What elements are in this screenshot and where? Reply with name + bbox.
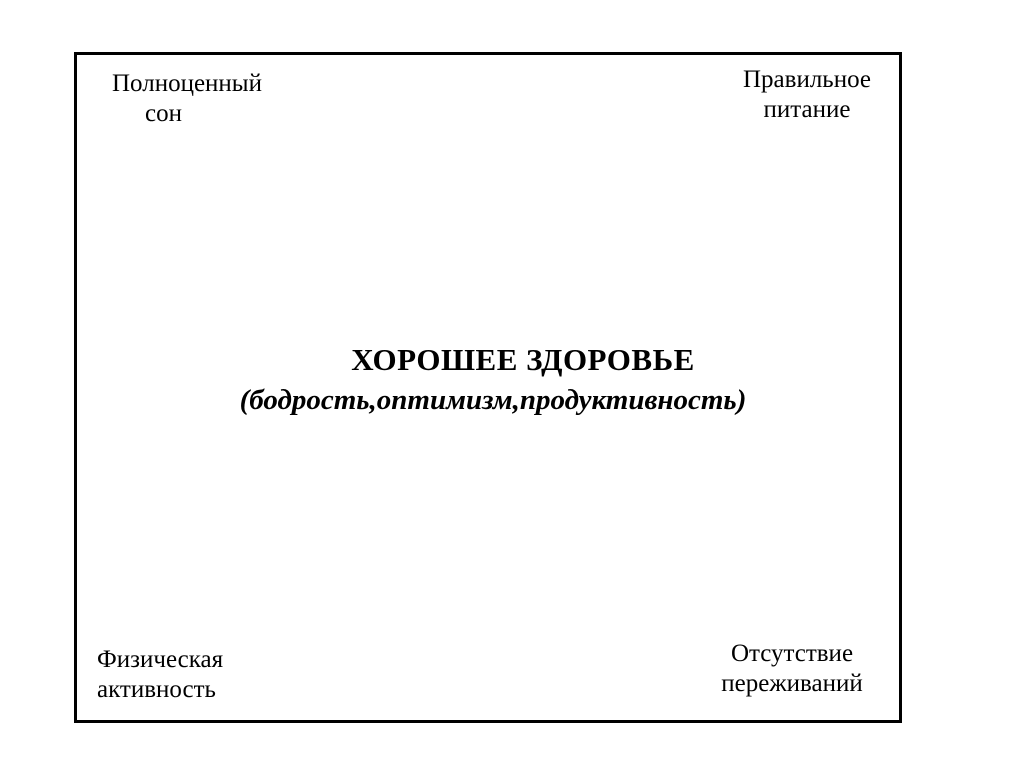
factor-full-sleep — [97, 69, 277, 129]
central-concept-subtitle: (бодрость,оптимизм,продуктивность) — [239, 384, 747, 416]
factor-physical-activity-line-2: активность — [97, 676, 216, 703]
central-concept — [77, 340, 899, 420]
central-concept-title: ХОРОШЕЕ ЗДОРОВЬЕ — [351, 342, 695, 377]
factor-physical-activity — [97, 645, 267, 705]
factor-no-worries-line-1: Отсутствие — [730, 640, 854, 667]
factor-full-sleep-line-2: сон — [145, 100, 182, 127]
diagram-frame — [74, 52, 902, 723]
factor-no-worries — [697, 639, 887, 699]
factor-proper-nutrition — [727, 65, 887, 125]
factor-full-sleep-line-1: Полноценный — [112, 70, 262, 97]
factor-proper-nutrition-line-1: Правильное — [743, 66, 871, 93]
factor-no-worries-line-2: переживаний — [721, 670, 863, 697]
factor-proper-nutrition-line-2: питание — [763, 96, 851, 123]
factor-physical-activity-line-1: Физическая — [97, 646, 224, 673]
